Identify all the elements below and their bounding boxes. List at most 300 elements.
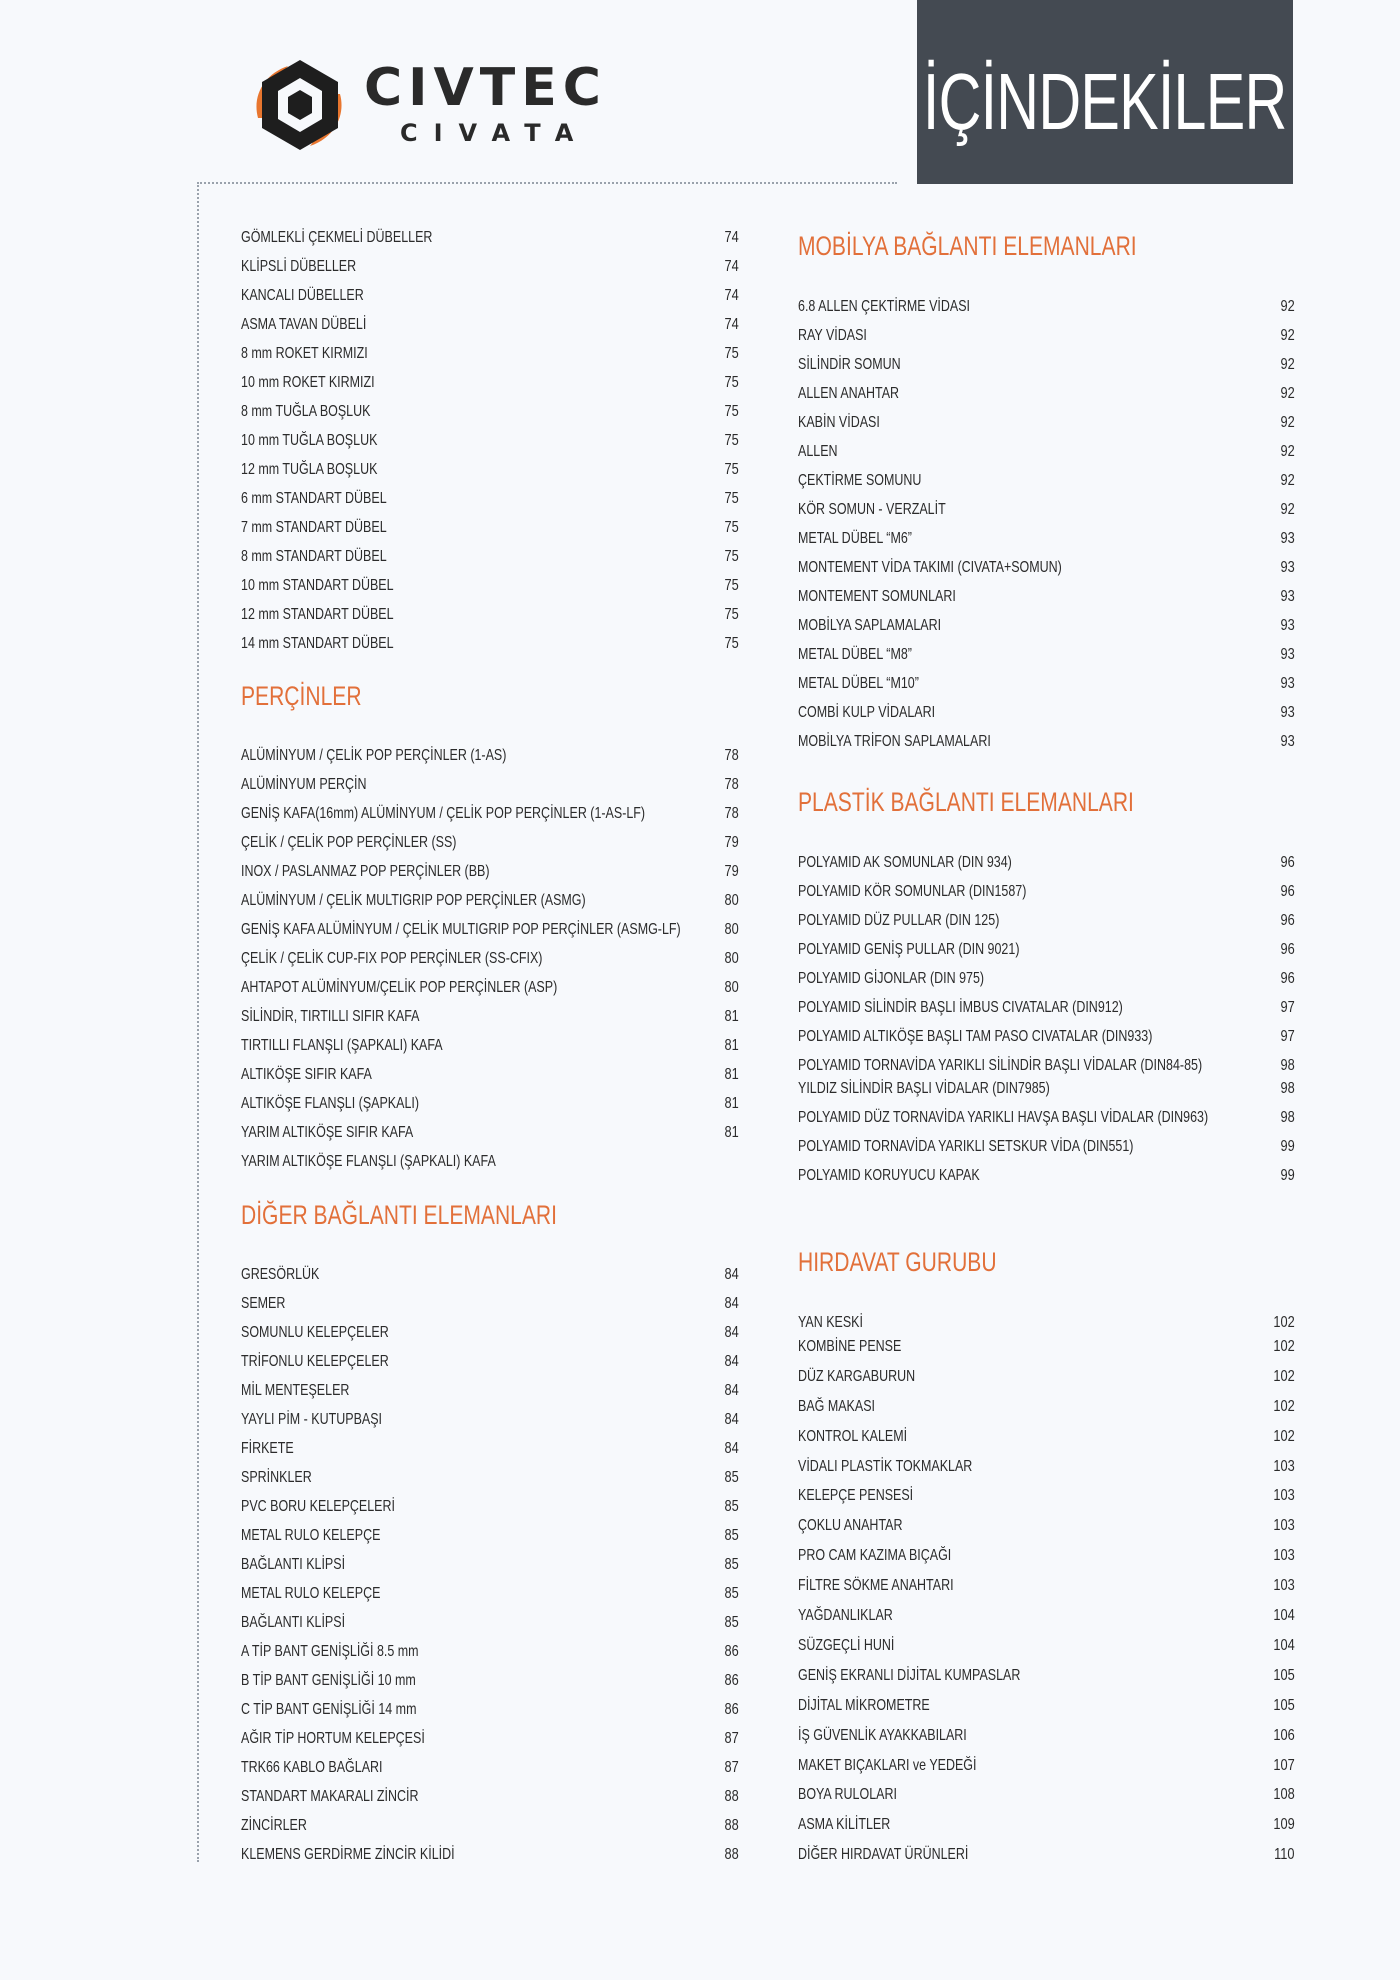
toc-entry: [241, 487, 739, 511]
toc-entry: [241, 1408, 739, 1432]
toc-entry-label: KELEPÇE PENSESİ: [798, 1487, 914, 1505]
toc-entry-label: METAL DÜBEL “M6”: [798, 530, 912, 547]
toc-entry-page: 88: [724, 1846, 739, 1863]
toc-entry: [798, 527, 1295, 551]
toc-entry-page: 81: [724, 1095, 739, 1112]
toc-entry: [798, 880, 1295, 904]
toc-entry: [798, 851, 1295, 875]
toc-entry-label: YILDIZ SİLİNDİR BAŞLI VİDALAR (DIN7985): [798, 1080, 1050, 1097]
page-title-box: [917, 0, 1293, 184]
toc-entry-page: 86: [724, 1643, 739, 1660]
toc-entry-page: 85: [724, 1469, 739, 1486]
toc-entry-page: 74: [724, 316, 739, 333]
toc-entry-page: 81: [724, 1008, 739, 1025]
brand-subtitle: CIVATA: [400, 119, 590, 147]
toc-entry: [241, 1379, 739, 1403]
toc-entry-page: 105: [1273, 1696, 1295, 1714]
toc-entry-page: 78: [724, 805, 739, 822]
toc-entry-page: 102: [1273, 1397, 1295, 1415]
toc-entry-label: ALÜMİNYUM / ÇELİK POP PERÇİNLER (1-AS): [241, 747, 507, 764]
toc-entry-label: METAL DÜBEL “M8”: [798, 646, 912, 663]
toc-entry-page: 85: [724, 1556, 739, 1573]
toc-entry: [798, 672, 1295, 696]
toc-entry: [241, 1756, 739, 1780]
toc-entry: [241, 947, 739, 971]
toc-entry-label: PVC BORU KELEPÇELERİ: [241, 1498, 395, 1515]
toc-entry-label: TRİFONLU KELEPÇELER: [241, 1353, 389, 1370]
toc-entry-label: KABİN VİDASI: [798, 414, 880, 431]
toc-entry: [798, 614, 1295, 638]
toc-entry-page: 102: [1273, 1427, 1295, 1445]
toc-entry-label: AĞIR TİP HORTUM KELEPÇESİ: [241, 1730, 425, 1747]
toc-entry-page: 81: [724, 1037, 739, 1054]
toc-entry-label: ÇEKTİRME SOMUNU: [798, 472, 922, 489]
toc-entry: [241, 1698, 739, 1722]
toc-entry: [241, 1843, 739, 1867]
toc-entry: [798, 1311, 1295, 1335]
toc-entry-label: POLYAMID TORNAVİDA YARIKLI SETSKUR VİDA (DIN551): [798, 1138, 1134, 1155]
toc-entry: [241, 1063, 739, 1087]
toc-entry-label: METAL RULO KELEPÇE: [241, 1585, 381, 1602]
toc-entry: [798, 730, 1295, 754]
toc-entry-label: SÜZGEÇLİ HUNİ: [798, 1636, 895, 1654]
toc-entry-label: POLYAMID TORNAVİDA YARIKLI SİLİNDİR BAŞLI VİDALAR (DIN84-85): [798, 1057, 1203, 1074]
hexagon-logo-icon: [248, 56, 352, 156]
toc-entry: [798, 1484, 1295, 1508]
toc-entry: [241, 1292, 739, 1316]
toc-entry-page: 96: [1280, 912, 1295, 929]
toc-entry-page: 98: [1280, 1080, 1295, 1097]
toc-entry-page: 99: [1280, 1167, 1295, 1184]
toc-entry: [798, 1106, 1295, 1130]
toc-entry-label: GRESÖRLÜK: [241, 1266, 320, 1283]
toc-entry-page: 75: [724, 490, 739, 507]
toc-entry-page: 98: [1280, 1109, 1295, 1126]
section-title: DİĞER BAĞLANTI ELEMANLARI: [241, 1200, 557, 1230]
toc-entry-page: 98: [1280, 1057, 1295, 1074]
toc-entry: [798, 498, 1295, 522]
toc-entry-page: 79: [724, 863, 739, 880]
toc-entry-label: ÇELİK / ÇELİK POP PERÇİNLER (SS): [241, 834, 457, 851]
toc-entry-label: 7 mm STANDART DÜBEL: [241, 519, 387, 536]
toc-entry-page: 96: [1280, 941, 1295, 958]
toc-entry-page: 93: [1280, 733, 1295, 750]
toc-entry: [241, 1005, 739, 1029]
toc-entry-label: GÖMLEKLİ ÇEKMELİ DÜBELLER: [241, 229, 433, 246]
toc-entry: [241, 226, 739, 250]
toc-entry-page: 97: [1280, 1028, 1295, 1045]
toc-entry: [798, 1054, 1295, 1078]
toc-entry-label: ÇOKLU ANAHTAR: [798, 1517, 903, 1535]
toc-entry: [798, 469, 1295, 493]
toc-entry-label: ZİNCİRLER: [241, 1817, 307, 1834]
section-title: HIRDAVAT GURUBU: [798, 1247, 997, 1277]
toc-entry: [241, 603, 739, 627]
toc-entry: [798, 1634, 1295, 1658]
toc-entry-page: 81: [724, 1124, 739, 1141]
toc-entry-label: 8 mm ROKET KIRMIZI: [241, 345, 368, 362]
toc-entry-page: 93: [1280, 530, 1295, 547]
toc-entry-page: 85: [724, 1585, 739, 1602]
toc-entry-label: POLYAMID GENİŞ PULLAR (DIN 9021): [798, 941, 1020, 958]
toc-entry-label: RAY VİDASI: [798, 327, 867, 344]
toc-entry-page: 85: [724, 1498, 739, 1515]
toc-entry-label: KONTROL KALEMİ: [798, 1427, 908, 1445]
toc-entry: [798, 1135, 1295, 1159]
toc-entry-page: 92: [1280, 356, 1295, 373]
toc-entry-page: 81: [724, 1066, 739, 1083]
toc-entry-label: KLEMENS GERDİRME ZİNCİR KİLİDİ: [241, 1846, 455, 1863]
toc-entry-page: 75: [724, 577, 739, 594]
toc-entry-label: ASMA TAVAN DÜBELİ: [241, 316, 367, 333]
toc-entry-label: INOX / PASLANMAZ POP PERÇİNLER (BB): [241, 863, 490, 880]
toc-entry: [241, 313, 739, 337]
toc-entry: [241, 1582, 739, 1606]
toc-entry-label: DİJİTAL MİKROMETRE: [798, 1696, 930, 1714]
toc-entry-label: DİĞER HIRDAVAT ÜRÜNLERİ: [798, 1846, 969, 1864]
toc-entry: [241, 1092, 739, 1116]
toc-entry: [241, 516, 739, 540]
toc-entry-label: KANCALI DÜBELLER: [241, 287, 364, 304]
toc-entry-label: PRO CAM KAZIMA BIÇAĞI: [798, 1547, 952, 1565]
toc-entry-page: 92: [1280, 443, 1295, 460]
toc-entry: [798, 1604, 1295, 1628]
toc-entry-label: POLYAMID GİJONLAR (DIN 975): [798, 970, 985, 987]
toc-entry-label: ALTIKÖŞE FLANŞLI (ŞAPKALI): [241, 1095, 420, 1112]
page-title: İÇİNDEKİLER: [923, 57, 1287, 146]
toc-entry-page: 75: [724, 548, 739, 565]
toc-entry-label: MONTEMENT VİDA TAKIMI (CIVATA+SOMUN): [798, 559, 1062, 576]
dotted-divider-vertical: [197, 182, 199, 1862]
toc-entry-page: 86: [724, 1701, 739, 1718]
toc-entry: [798, 1395, 1295, 1419]
toc-entry-label: ALLEN ANAHTAR: [798, 385, 900, 402]
toc-entry-label: ÇELİK / ÇELİK CUP-FIX POP PERÇİNLER (SS-CFIX): [241, 950, 543, 967]
toc-entry: [798, 1843, 1295, 1867]
toc-entry-page: 84: [724, 1411, 739, 1428]
toc-entry-label: FİLTRE SÖKME ANAHTARI: [798, 1577, 954, 1595]
toc-entry-label: STANDART MAKARALI ZİNCİR: [241, 1788, 419, 1805]
toc-entry: [241, 1150, 739, 1174]
toc-entry-label: SİLİNDİR, TIRTILLI SIFIR KAFA: [241, 1008, 420, 1025]
toc-entry: [798, 701, 1295, 725]
toc-entry-label: 6.8 ALLEN ÇEKTİRME VİDASI: [798, 298, 971, 315]
toc-entry-page: 78: [724, 747, 739, 764]
toc-entry-label: TIRTILLI FLANŞLI (ŞAPKALI) KAFA: [241, 1037, 443, 1054]
toc-entry-page: 105: [1273, 1666, 1295, 1684]
toc-entry: [798, 1754, 1295, 1778]
toc-entry-label: MOBİLYA SAPLAMALARI: [798, 617, 942, 634]
toc-entry-label: KLİPSLİ DÜBELLER: [241, 258, 357, 275]
toc-entry: [241, 1785, 739, 1809]
toc-entry-page: 103: [1273, 1457, 1295, 1475]
toc-entry: [241, 1466, 739, 1490]
toc-entry-page: 92: [1280, 298, 1295, 315]
toc-entry-page: 84: [724, 1295, 739, 1312]
toc-entry-label: 8 mm STANDART DÜBEL: [241, 548, 387, 565]
toc-entry-label: SPRİNKLER: [241, 1469, 312, 1486]
toc-entry-label: YAĞDANLIKLAR: [798, 1607, 893, 1624]
toc-entry-page: 80: [724, 892, 739, 909]
toc-entry-page: 104: [1273, 1607, 1295, 1624]
toc-entry-page: 103: [1273, 1487, 1295, 1505]
toc-entry: [241, 802, 739, 826]
toc-entry: [241, 342, 739, 366]
toc-entry: [798, 382, 1295, 406]
toc-entry: [798, 996, 1295, 1020]
toc-entry: [798, 440, 1295, 464]
toc-entry-label: DÜZ KARGABURUN: [798, 1367, 916, 1385]
toc-entry-label: ASMA KİLİTLER: [798, 1816, 891, 1834]
toc-entry-label: YAN KESKİ: [798, 1314, 863, 1331]
toc-entry-label: YARIM ALTIKÖŞE FLANŞLI (ŞAPKALI) KAFA: [241, 1153, 496, 1170]
toc-entry-label: BAĞ MAKASI: [798, 1397, 875, 1415]
toc-entry-page: 103: [1273, 1577, 1295, 1595]
toc-entry-label: TRK66 KABLO BAĞLARI: [241, 1759, 383, 1776]
toc-entry: [798, 1544, 1295, 1568]
toc-entry-label: SEMER: [241, 1295, 286, 1312]
toc-entry-page: 88: [724, 1817, 739, 1834]
toc-entry: [241, 860, 739, 884]
toc-entry: [798, 1664, 1295, 1688]
toc-entry: [241, 1611, 739, 1635]
toc-entry-label: GENİŞ KAFA ALÜMİNYUM / ÇELİK MULTIGRIP POP PERÇİNLER (ASMG-LF): [241, 921, 681, 938]
toc-entry-label: POLYAMID SİLİNDİR BAŞLI İMBUS CIVATALAR (DIN912): [798, 999, 1123, 1016]
toc-entry-label: AHTAPOT ALÜMİNYUM/ÇELİK POP PERÇİNLER (ASP): [241, 979, 558, 996]
civtec-logo: [248, 56, 618, 156]
toc-entry-label: 10 mm ROKET KIRMIZI: [241, 374, 375, 391]
toc-entry-label: FİRKETE: [241, 1440, 294, 1457]
toc-entry: [798, 324, 1295, 348]
toc-entry: [241, 458, 739, 482]
toc-entry-label: SOMUNLU KELEPÇELER: [241, 1324, 389, 1341]
toc-entry: [241, 744, 739, 768]
toc-entry-page: 93: [1280, 646, 1295, 663]
toc-entry: [241, 831, 739, 855]
toc-entry-label: MOBİLYA TRİFON SAPLAMALARI: [798, 733, 991, 750]
toc-entry-page: 80: [724, 979, 739, 996]
toc-entry-label: ALLEN: [798, 443, 838, 460]
toc-entry-page: 96: [1280, 854, 1295, 871]
brand-name: CIVTEC: [364, 58, 607, 118]
toc-entry-label: GENİŞ EKRANLI DİJİTAL KUMPASLAR: [798, 1666, 1021, 1684]
toc-entry: [241, 1640, 739, 1664]
toc-entry: [241, 1350, 739, 1374]
toc-entry-page: 74: [724, 287, 739, 304]
toc-entry-label: POLYAMID ALTIKÖŞE BAŞLI TAM PASO CIVATALAR (DIN933): [798, 1028, 1153, 1045]
toc-entry: [798, 295, 1295, 319]
toc-entry: [241, 1437, 739, 1461]
toc-entry-label: SİLİNDİR SOMUN: [798, 356, 901, 373]
toc-entry-label: MAKET BIÇAKLARI ve YEDEĞİ: [798, 1756, 977, 1774]
toc-entry: [798, 411, 1295, 435]
toc-entry-label: POLYAMID KÖR SOMUNLAR (DIN1587): [798, 883, 1027, 900]
toc-entry: [241, 1553, 739, 1577]
toc-entry: [241, 255, 739, 279]
toc-entry-label: 10 mm TUĞLA BOŞLUK: [241, 432, 378, 449]
toc-entry-page: 84: [724, 1440, 739, 1457]
toc-entry-label: VİDALI PLASTİK TOKMAKLAR: [798, 1457, 973, 1475]
toc-entry-page: 92: [1280, 501, 1295, 518]
toc-entry-label: ALÜMİNYUM PERÇİN: [241, 776, 367, 793]
toc-entry-page: 75: [724, 345, 739, 362]
toc-entry-page: 75: [724, 432, 739, 449]
toc-entry-page: 85: [724, 1614, 739, 1631]
toc-entry-page: 103: [1273, 1547, 1295, 1565]
toc-entry-label: KOMBİNE PENSE: [798, 1337, 902, 1355]
toc-entry: [241, 976, 739, 1000]
toc-entry: [241, 429, 739, 453]
toc-entry-label: POLYAMID DÜZ PULLAR (DIN 125): [798, 912, 1000, 929]
toc-entry: [241, 1121, 739, 1145]
toc-entry-label: B TİP BANT GENİŞLİĞİ 10 mm: [241, 1672, 416, 1689]
toc-entry-page: 96: [1280, 883, 1295, 900]
toc-entry: [241, 1263, 739, 1287]
toc-entry-label: 8 mm TUĞLA BOŞLUK: [241, 403, 371, 420]
toc-entry-label: YARIM ALTIKÖŞE SIFIR KAFA: [241, 1124, 414, 1141]
toc-entry-label: İŞ GÜVENLİK AYAKKABILARI: [798, 1726, 967, 1744]
toc-entry-page: 110: [1274, 1846, 1295, 1864]
toc-entry-page: 88: [724, 1788, 739, 1805]
toc-entry-label: BAĞLANTI KLİPSİ: [241, 1556, 346, 1573]
toc-entry: [241, 1669, 739, 1693]
toc-entry-label: COMBİ KULP VİDALARI: [798, 704, 936, 721]
toc-entry: [241, 889, 739, 913]
toc-entry: [798, 1455, 1295, 1479]
toc-entry: [241, 1495, 739, 1519]
toc-entry: [798, 938, 1295, 962]
toc-entry-page: 75: [724, 374, 739, 391]
toc-entry-page: 102: [1273, 1367, 1295, 1385]
toc-entry-page: 102: [1273, 1314, 1295, 1331]
toc-entry: [241, 400, 739, 424]
toc-entry: [798, 1425, 1295, 1449]
toc-entry: [798, 556, 1295, 580]
toc-entry-label: BOYA RULOLARI: [798, 1786, 897, 1804]
toc-entry: [241, 773, 739, 797]
toc-entry-label: 6 mm STANDART DÜBEL: [241, 490, 387, 507]
toc-entry: [798, 585, 1295, 609]
toc-entry-page: 75: [724, 519, 739, 536]
toc-entry: [241, 632, 739, 656]
toc-entry-page: 109: [1273, 1816, 1295, 1834]
toc-entry-page: 74: [724, 258, 739, 275]
toc-entry-page: 84: [724, 1382, 739, 1399]
toc-entry: [798, 353, 1295, 377]
toc-entry-label: C TİP BANT GENİŞLİĞİ 14 mm: [241, 1701, 417, 1718]
toc-entry-page: 93: [1280, 588, 1295, 605]
toc-entry: [798, 967, 1295, 991]
toc-entry-page: 96: [1280, 970, 1295, 987]
toc-entry-page: 85: [724, 1527, 739, 1544]
toc-entry: [798, 1365, 1295, 1389]
toc-entry: [798, 1574, 1295, 1598]
toc-entry-label: 12 mm TUĞLA BOŞLUK: [241, 461, 378, 478]
toc-entry-label: MONTEMENT SOMUNLARI: [798, 588, 956, 605]
toc-entry: [241, 1727, 739, 1751]
toc-entry: [798, 1077, 1295, 1101]
toc-entry: [798, 1514, 1295, 1538]
toc-entry-label: METAL RULO KELEPÇE: [241, 1527, 381, 1544]
toc-entry-page: 92: [1280, 414, 1295, 431]
toc-entry-label: POLYAMID AK SOMUNLAR (DIN 934): [798, 854, 1012, 871]
toc-entry-page: 93: [1280, 559, 1295, 576]
toc-entry-page: 75: [724, 461, 739, 478]
toc-entry-label: A TİP BANT GENİŞLİĞİ 8.5 mm: [241, 1643, 419, 1660]
toc-entry-page: 104: [1273, 1636, 1295, 1654]
section-title: MOBİLYA BAĞLANTI ELEMANLARI: [798, 231, 1137, 261]
toc-entry-page: 107: [1273, 1756, 1295, 1774]
toc-entry-label: ALÜMİNYUM / ÇELİK MULTIGRIP POP PERÇİNLER (ASMG): [241, 892, 586, 909]
toc-entry-page: 84: [724, 1324, 739, 1341]
toc-entry: [798, 1335, 1295, 1359]
toc-entry-page: 87: [724, 1730, 739, 1747]
toc-entry-label: POLYAMID KORUYUCU KAPAK: [798, 1167, 980, 1184]
toc-entry-page: 93: [1280, 617, 1295, 634]
toc-entry: [798, 643, 1295, 667]
toc-entry-label: YAYLI PİM - KUTUPBAŞI: [241, 1411, 383, 1428]
toc-entry: [798, 1164, 1295, 1188]
toc-entry-page: 75: [724, 606, 739, 623]
toc-entry-page: 97: [1280, 999, 1295, 1016]
toc-entry-label: GENİŞ KAFA(16mm) ALÜMİNYUM / ÇELİK POP PERÇİNLER (1-AS-LF): [241, 805, 646, 822]
toc-entry-label: MİL MENTEŞELER: [241, 1382, 350, 1399]
toc-entry-page: 102: [1273, 1337, 1295, 1355]
toc-entry: [798, 1694, 1295, 1718]
toc-entry: [798, 1724, 1295, 1748]
toc-entry-label: 14 mm STANDART DÜBEL: [241, 635, 394, 652]
toc-entry-page: 80: [724, 921, 739, 938]
toc-entry: [241, 284, 739, 308]
toc-entry-label: BAĞLANTI KLİPSİ: [241, 1614, 346, 1631]
toc-entry-label: KÖR SOMUN - VERZALİT: [798, 501, 946, 518]
toc-entry-page: 84: [724, 1353, 739, 1370]
toc-entry: [798, 909, 1295, 933]
toc-entry: [241, 1034, 739, 1058]
toc-entry: [241, 371, 739, 395]
toc-entry-label: POLYAMID DÜZ TORNAVİDA YARIKLI HAVŞA BAŞLI VİDALAR (DIN963): [798, 1109, 1209, 1126]
dotted-divider-horizontal: [197, 182, 897, 184]
section-title: PLASTİK BAĞLANTI ELEMANLARI: [798, 787, 1134, 817]
toc-entry-page: 93: [1280, 704, 1295, 721]
toc-entry-page: 92: [1280, 385, 1295, 402]
toc-entry-page: 84: [724, 1266, 739, 1283]
toc-entry-page: 106: [1273, 1726, 1295, 1744]
toc-entry-label: ALTIKÖŞE SIFIR KAFA: [241, 1066, 372, 1083]
toc-entry-page: 78: [724, 776, 739, 793]
toc-entry-label: METAL DÜBEL “M10”: [798, 675, 919, 692]
toc-entry: [241, 1321, 739, 1345]
toc-entry: [798, 1025, 1295, 1049]
toc-entry-label: 12 mm STANDART DÜBEL: [241, 606, 394, 623]
toc-entry-page: 80: [724, 950, 739, 967]
toc-entry-page: 79: [724, 834, 739, 851]
toc-entry-page: 99: [1280, 1138, 1295, 1155]
toc-entry: [798, 1813, 1295, 1837]
toc-entry: [241, 1814, 739, 1838]
toc-entry: [241, 1524, 739, 1548]
toc-entry-label: 10 mm STANDART DÜBEL: [241, 577, 394, 594]
section-title: PERÇİNLER: [241, 681, 362, 711]
toc-entry: [241, 574, 739, 598]
toc-entry-page: 103: [1273, 1517, 1295, 1535]
toc-entry: [798, 1783, 1295, 1807]
toc-entry-page: 92: [1280, 472, 1295, 489]
toc-entry-page: 75: [724, 635, 739, 652]
toc-entry-page: 92: [1280, 327, 1295, 344]
toc-entry: [241, 545, 739, 569]
toc-entry-page: 86: [724, 1672, 739, 1689]
